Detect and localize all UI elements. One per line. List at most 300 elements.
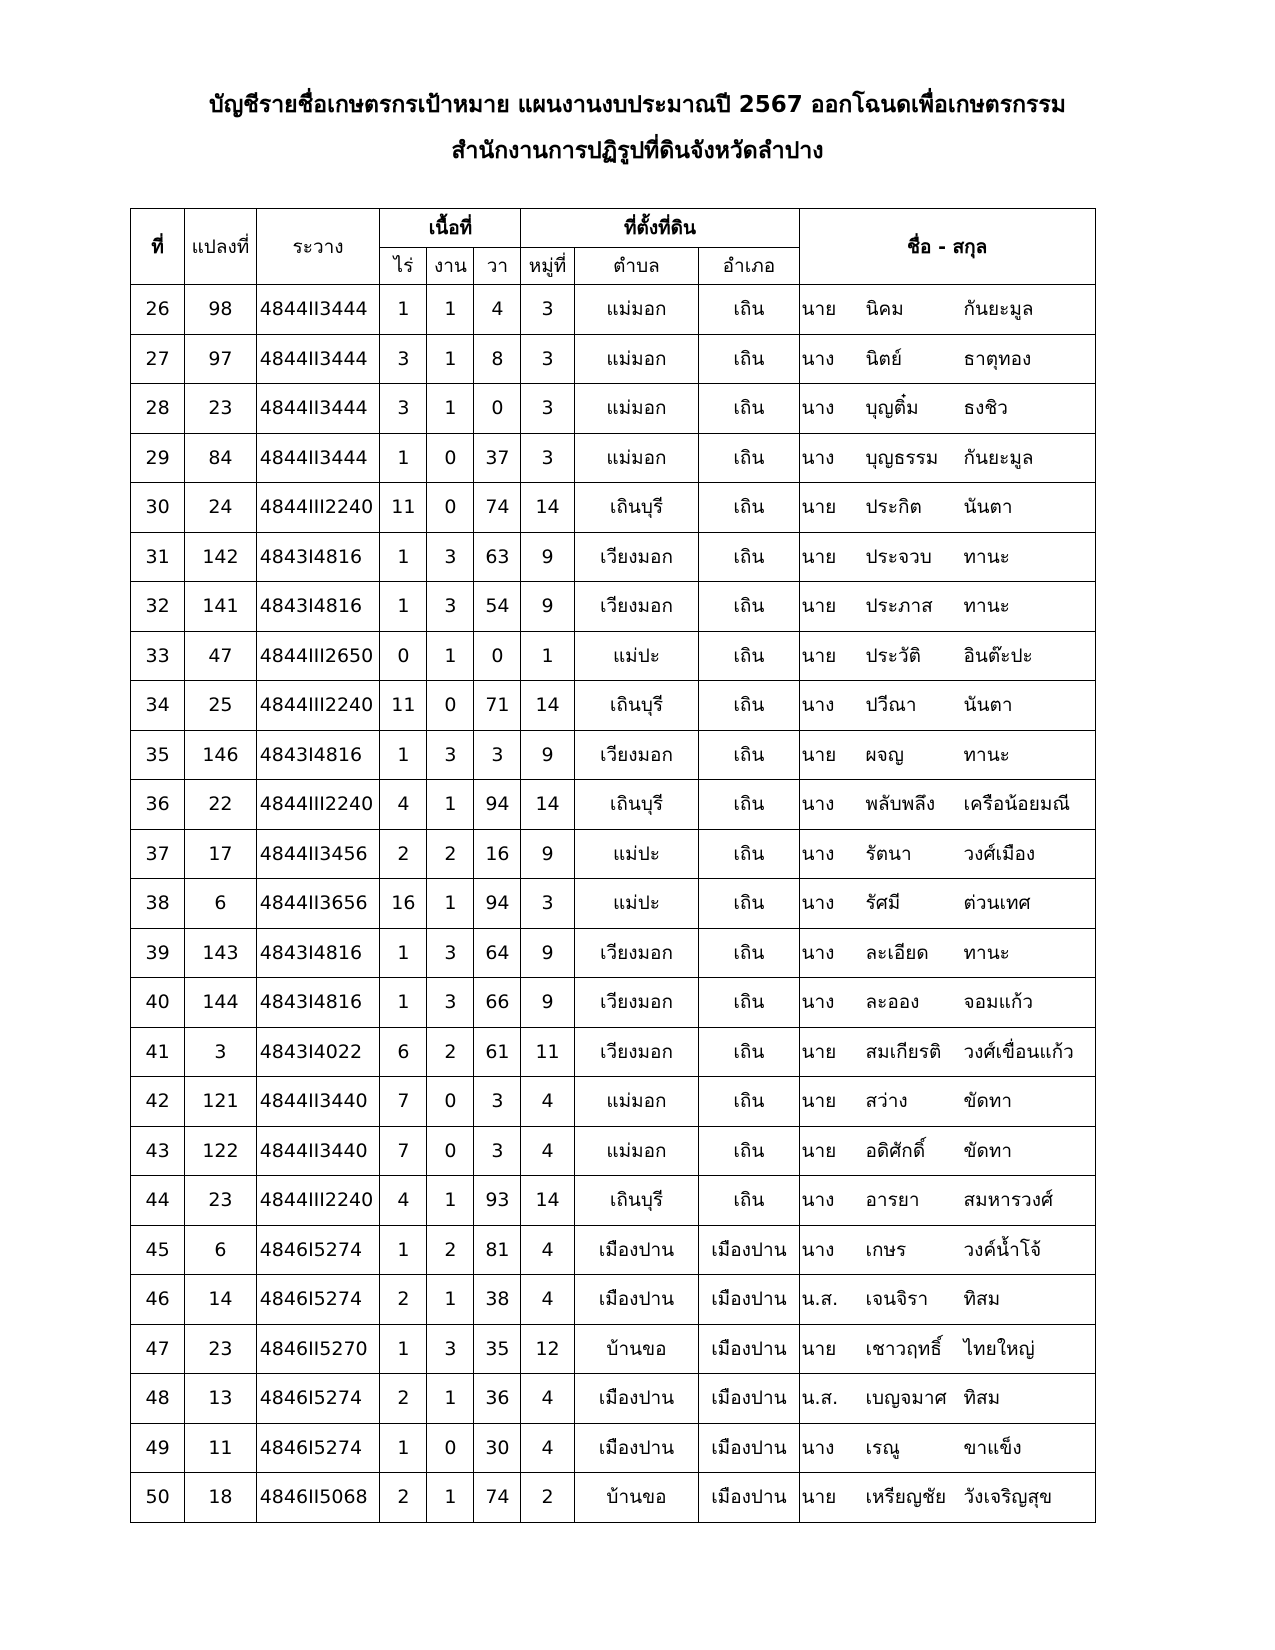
table-row	[131, 1077, 1096, 1127]
cell-no: 40	[131, 978, 185, 1028]
cell-subdistrict: แม่มอก	[574, 384, 699, 434]
cell-subdistrict: แม่มอก	[574, 433, 699, 483]
name-last: ทานะ	[963, 545, 1010, 568]
cell-rai: 1	[380, 1225, 427, 1275]
cell-subdistrict: แม่ปะ	[574, 829, 699, 879]
cell-district: เถิน	[699, 532, 799, 582]
cell-rai: 11	[380, 483, 427, 533]
cell-no: 39	[131, 928, 185, 978]
cell-district: เถิน	[699, 582, 799, 632]
cell-plot: 18	[185, 1473, 257, 1523]
cell-wa: 93	[474, 1176, 521, 1226]
cell-full-name	[799, 582, 1096, 632]
name-first: สว่าง	[865, 1090, 908, 1113]
name-title: นาง	[801, 347, 835, 370]
cell-district: เมืองปาน	[699, 1423, 799, 1473]
cell-village: 4	[521, 1126, 574, 1176]
cell-wa: 8	[474, 334, 521, 384]
cell-no: 29	[131, 433, 185, 483]
cell-rai: 3	[380, 334, 427, 384]
cell-district: เถิน	[699, 285, 799, 335]
cell-plot: 3	[185, 1027, 257, 1077]
cell-grid: 4843I4022	[256, 1027, 380, 1077]
cell-full-name	[799, 532, 1096, 582]
cell-rai: 0	[380, 631, 427, 681]
cell-grid: 4843I4816	[256, 730, 380, 780]
cell-village: 4	[521, 1275, 574, 1325]
cell-wa: 61	[474, 1027, 521, 1077]
cell-rai: 1	[380, 928, 427, 978]
cell-rai: 1	[380, 1423, 427, 1473]
cell-wa: 74	[474, 483, 521, 533]
cell-subdistrict: แม่มอก	[574, 334, 699, 384]
table-row	[131, 1225, 1096, 1275]
table-row	[131, 1374, 1096, 1424]
cell-village: 14	[521, 1176, 574, 1226]
cell-subdistrict: แม่ปะ	[574, 631, 699, 681]
cell-village: 14	[521, 780, 574, 830]
cell-full-name	[799, 334, 1096, 384]
cell-grid: 4844III2240	[256, 780, 380, 830]
name-title: นาย	[801, 1139, 837, 1162]
cell-wa: 3	[474, 730, 521, 780]
name-last: เครือน้อยมณี	[963, 793, 1071, 816]
cell-grid: 4844III2240	[256, 1176, 380, 1226]
name-title: นาย	[801, 1040, 837, 1063]
cell-grid: 4846I5274	[256, 1423, 380, 1473]
cell-subdistrict: เมืองปาน	[574, 1423, 699, 1473]
table-row	[131, 681, 1096, 731]
cell-plot: 144	[185, 978, 257, 1028]
name-title: นาง	[801, 892, 835, 915]
cell-full-name	[799, 1423, 1096, 1473]
cell-village: 4	[521, 1077, 574, 1127]
cell-plot: 23	[185, 1176, 257, 1226]
cell-district: เถิน	[699, 730, 799, 780]
cell-rai: 1	[380, 532, 427, 582]
cell-village: 4	[521, 1423, 574, 1473]
cell-ngan: 0	[427, 681, 474, 731]
cell-full-name	[799, 780, 1096, 830]
cell-district: เถิน	[699, 334, 799, 384]
cell-grid: 4844II3656	[256, 879, 380, 929]
cell-rai: 1	[380, 285, 427, 335]
cell-full-name	[799, 978, 1096, 1028]
name-title: นาย	[801, 1090, 837, 1113]
cell-village: 11	[521, 1027, 574, 1077]
cell-rai: 2	[380, 1374, 427, 1424]
cell-rai: 1	[380, 978, 427, 1028]
cell-wa: 63	[474, 532, 521, 582]
cell-rai: 6	[380, 1027, 427, 1077]
cell-village: 9	[521, 928, 574, 978]
cell-full-name	[799, 483, 1096, 533]
name-last: สมหารวงศ์	[963, 1189, 1054, 1212]
cell-wa: 71	[474, 681, 521, 731]
cell-district: เถิน	[699, 1176, 799, 1226]
cell-grid: 4843I4816	[256, 978, 380, 1028]
cell-subdistrict: แม่มอก	[574, 285, 699, 335]
cell-full-name	[799, 631, 1096, 681]
cell-plot: 17	[185, 829, 257, 879]
cell-grid: 4844II3444	[256, 334, 380, 384]
name-first: ละเอียด	[865, 941, 929, 964]
cell-village: 9	[521, 829, 574, 879]
name-first: ละออง	[865, 991, 920, 1014]
cell-ngan: 1	[427, 631, 474, 681]
table-row	[131, 532, 1096, 582]
name-first: สมเกียรติ	[865, 1040, 942, 1063]
name-title: นาย	[801, 545, 837, 568]
table-row	[131, 582, 1096, 632]
cell-village: 14	[521, 681, 574, 731]
table-row	[131, 433, 1096, 483]
cell-rai: 2	[380, 1275, 427, 1325]
cell-grid: 4844II3444	[256, 285, 380, 335]
cell-rai: 16	[380, 879, 427, 929]
cell-wa: 16	[474, 829, 521, 879]
name-last: ทานะ	[963, 743, 1010, 766]
header-plot: แปลงที่	[185, 209, 257, 285]
cell-full-name	[799, 1473, 1096, 1523]
cell-rai: 4	[380, 780, 427, 830]
name-last: ต่วนเทศ	[963, 892, 1031, 915]
name-first: ประวัติ	[865, 644, 921, 667]
cell-plot: 84	[185, 433, 257, 483]
cell-grid: 4843I4816	[256, 582, 380, 632]
table-row	[131, 928, 1096, 978]
cell-plot: 13	[185, 1374, 257, 1424]
name-title: นาง	[801, 397, 835, 420]
cell-village: 9	[521, 532, 574, 582]
cell-rai: 7	[380, 1126, 427, 1176]
cell-wa: 94	[474, 780, 521, 830]
cell-subdistrict: แม่มอก	[574, 1126, 699, 1176]
name-title: นาง	[801, 1238, 835, 1261]
cell-wa: 3	[474, 1126, 521, 1176]
cell-wa: 38	[474, 1275, 521, 1325]
cell-full-name	[799, 1027, 1096, 1077]
cell-wa: 94	[474, 879, 521, 929]
cell-wa: 37	[474, 433, 521, 483]
cell-plot: 47	[185, 631, 257, 681]
name-title: นาย	[801, 1486, 837, 1509]
cell-full-name	[799, 1176, 1096, 1226]
name-last: ทานะ	[963, 941, 1010, 964]
cell-village: 14	[521, 483, 574, 533]
cell-plot: 98	[185, 285, 257, 335]
cell-plot: 14	[185, 1275, 257, 1325]
name-last: ธาตุทอง	[963, 347, 1032, 370]
cell-ngan: 2	[427, 1225, 474, 1275]
cell-district: เถิน	[699, 631, 799, 681]
name-title: นาง	[801, 842, 835, 865]
cell-grid: 4846II5270	[256, 1324, 380, 1374]
cell-subdistrict: เถินบุรี	[574, 1176, 699, 1226]
table-row	[131, 829, 1096, 879]
table-row	[131, 384, 1096, 434]
name-last: ไทยใหญ่	[963, 1337, 1035, 1360]
name-last: ขัดทา	[963, 1090, 1013, 1113]
cell-no: 43	[131, 1126, 185, 1176]
cell-district: เถิน	[699, 1126, 799, 1176]
header-district: อำเภอ	[699, 248, 799, 285]
cell-rai: 2	[380, 1473, 427, 1523]
cell-no: 28	[131, 384, 185, 434]
cell-rai: 1	[380, 582, 427, 632]
cell-ngan: 1	[427, 1275, 474, 1325]
cell-district: เถิน	[699, 780, 799, 830]
cell-ngan: 1	[427, 1473, 474, 1523]
name-title: น.ส.	[801, 1288, 839, 1311]
name-last: วงศ์เขื่อนแก้ว	[963, 1040, 1074, 1063]
cell-ngan: 3	[427, 532, 474, 582]
cell-wa: 4	[474, 285, 521, 335]
cell-full-name	[799, 1077, 1096, 1127]
cell-ngan: 1	[427, 285, 474, 335]
cell-grid: 4844III2240	[256, 483, 380, 533]
name-title: นาย	[801, 496, 837, 519]
name-first: เหรียญชัย	[865, 1486, 947, 1509]
cell-wa: 54	[474, 582, 521, 632]
cell-rai: 4	[380, 1176, 427, 1226]
cell-ngan: 0	[427, 1423, 474, 1473]
cell-ngan: 3	[427, 730, 474, 780]
name-title: น.ส.	[801, 1387, 839, 1410]
cell-village: 4	[521, 1374, 574, 1424]
table-row	[131, 1275, 1096, 1325]
cell-plot: 6	[185, 879, 257, 929]
cell-ngan: 1	[427, 879, 474, 929]
cell-village: 12	[521, 1324, 574, 1374]
farmer-list-table	[130, 208, 1096, 1523]
cell-wa: 35	[474, 1324, 521, 1374]
cell-ngan: 3	[427, 582, 474, 632]
name-last: กันยะมูล	[963, 446, 1034, 469]
cell-ngan: 0	[427, 433, 474, 483]
cell-plot: 25	[185, 681, 257, 731]
cell-full-name	[799, 433, 1096, 483]
cell-no: 34	[131, 681, 185, 731]
cell-village: 3	[521, 334, 574, 384]
cell-no: 26	[131, 285, 185, 335]
name-last: ขัดทา	[963, 1139, 1013, 1162]
cell-ngan: 3	[427, 928, 474, 978]
cell-subdistrict: เมืองปาน	[574, 1225, 699, 1275]
name-title: นาย	[801, 595, 837, 618]
table-row	[131, 631, 1096, 681]
cell-no: 32	[131, 582, 185, 632]
table-row	[131, 978, 1096, 1028]
cell-district: เถิน	[699, 1077, 799, 1127]
name-first: ประกิต	[865, 496, 922, 519]
cell-rai: 2	[380, 829, 427, 879]
cell-ngan: 0	[427, 1077, 474, 1127]
table-row	[131, 1473, 1096, 1523]
cell-ngan: 2	[427, 1027, 474, 1077]
cell-district: เถิน	[699, 928, 799, 978]
title-line-2: สำนักงานการปฏิรูปที่ดินจังหวัดลำปาง	[451, 138, 824, 164]
cell-no: 38	[131, 879, 185, 929]
name-last: ขาแข็ง	[963, 1436, 1022, 1459]
cell-district: เถิน	[699, 1027, 799, 1077]
table-row	[131, 730, 1096, 780]
cell-district: เมืองปาน	[699, 1374, 799, 1424]
name-first: บุญธรรม	[865, 446, 939, 469]
cell-district: เถิน	[699, 384, 799, 434]
cell-ngan: 0	[427, 1126, 474, 1176]
cell-no: 35	[131, 730, 185, 780]
cell-village: 3	[521, 384, 574, 434]
cell-plot: 11	[185, 1423, 257, 1473]
cell-plot: 22	[185, 780, 257, 830]
table-row	[131, 1027, 1096, 1077]
cell-district: เถิน	[699, 483, 799, 533]
cell-full-name	[799, 1275, 1096, 1325]
cell-ngan: 2	[427, 829, 474, 879]
cell-rai: 1	[380, 433, 427, 483]
cell-rai: 7	[380, 1077, 427, 1127]
name-last: กันยะมูล	[963, 298, 1034, 321]
name-first: บุญติ๋ม	[865, 397, 919, 420]
cell-subdistrict: เมืองปาน	[574, 1275, 699, 1325]
cell-wa: 66	[474, 978, 521, 1028]
cell-village: 9	[521, 730, 574, 780]
cell-grid: 4843I4816	[256, 532, 380, 582]
name-title: นาง	[801, 941, 835, 964]
cell-plot: 23	[185, 384, 257, 434]
cell-district: เมืองปาน	[699, 1225, 799, 1275]
cell-village: 1	[521, 631, 574, 681]
name-first: นิตย์	[865, 347, 902, 370]
cell-subdistrict: เถินบุรี	[574, 483, 699, 533]
cell-grid: 4844II3444	[256, 433, 380, 483]
name-last: ทานะ	[963, 595, 1010, 618]
table-row	[131, 1423, 1096, 1473]
table-body	[131, 285, 1096, 1523]
cell-no: 42	[131, 1077, 185, 1127]
cell-district: เมืองปาน	[699, 1473, 799, 1523]
name-title: นาย	[801, 644, 837, 667]
header-wa: วา	[474, 248, 521, 285]
cell-no: 41	[131, 1027, 185, 1077]
header-ngan: งาน	[427, 248, 474, 285]
cell-ngan: 1	[427, 1374, 474, 1424]
cell-subdistrict: บ้านขอ	[574, 1324, 699, 1374]
name-first: รัศมี	[865, 892, 901, 915]
cell-plot: 141	[185, 582, 257, 632]
name-title: นาง	[801, 694, 835, 717]
name-last: อินต๊ะปะ	[963, 644, 1033, 667]
cell-full-name	[799, 829, 1096, 879]
table-row	[131, 879, 1096, 929]
cell-district: เถิน	[699, 978, 799, 1028]
cell-subdistrict: เวียงมอก	[574, 978, 699, 1028]
cell-district: เถิน	[699, 433, 799, 483]
name-first: อารยา	[865, 1189, 920, 1212]
title-line-1: บัญชีรายชื่อเกษตรกรเป้าหมาย แผนงานงบประมาณปี 2567 ออกโฉนดเพื่อเกษตรกรรม	[209, 92, 1066, 118]
name-title: นาง	[801, 793, 835, 816]
name-first: พลับพลึง	[865, 793, 936, 816]
cell-grid: 4844III2650	[256, 631, 380, 681]
cell-no: 31	[131, 532, 185, 582]
name-first: เกษร	[865, 1238, 907, 1261]
table-row	[131, 1324, 1096, 1374]
cell-village: 2	[521, 1473, 574, 1523]
cell-district: เถิน	[699, 681, 799, 731]
cell-rai: 3	[380, 384, 427, 434]
cell-subdistrict: เวียงมอก	[574, 582, 699, 632]
cell-subdistrict: เถินบุรี	[574, 780, 699, 830]
cell-no: 30	[131, 483, 185, 533]
cell-wa: 36	[474, 1374, 521, 1424]
name-first: ประภาส	[865, 595, 933, 618]
cell-district: เถิน	[699, 879, 799, 929]
cell-full-name	[799, 1324, 1096, 1374]
cell-plot: 6	[185, 1225, 257, 1275]
cell-village: 9	[521, 582, 574, 632]
header-name: ชื่อ - สกุล	[799, 209, 1096, 285]
cell-village: 9	[521, 978, 574, 1028]
header-rai: ไร่	[380, 248, 427, 285]
name-title: นาย	[801, 1337, 837, 1360]
cell-grid: 4844III2240	[256, 681, 380, 731]
cell-no: 50	[131, 1473, 185, 1523]
cell-subdistrict: บ้านขอ	[574, 1473, 699, 1523]
cell-district: เถิน	[699, 829, 799, 879]
cell-full-name	[799, 285, 1096, 335]
cell-grid: 4844II3440	[256, 1077, 380, 1127]
table-row	[131, 1126, 1096, 1176]
cell-full-name	[799, 1126, 1096, 1176]
name-title: นาง	[801, 991, 835, 1014]
name-last: วังเจริญสุข	[963, 1486, 1053, 1509]
name-first: เจนจิรา	[865, 1288, 929, 1311]
cell-wa: 64	[474, 928, 521, 978]
cell-plot: 122	[185, 1126, 257, 1176]
cell-plot: 97	[185, 334, 257, 384]
name-title: นาง	[801, 1189, 835, 1212]
cell-rai: 1	[380, 1324, 427, 1374]
table-row	[131, 1176, 1096, 1226]
cell-no: 36	[131, 780, 185, 830]
cell-ngan: 1	[427, 1176, 474, 1226]
name-last: นันตา	[963, 496, 1013, 519]
header-subdistrict: ตำบล	[574, 248, 699, 285]
cell-grid: 4844II3456	[256, 829, 380, 879]
header-no: ที่	[131, 209, 185, 285]
cell-subdistrict: เวียงมอก	[574, 730, 699, 780]
cell-full-name	[799, 1225, 1096, 1275]
name-first: เชาวฤทธิ์	[865, 1337, 942, 1360]
table-row	[131, 334, 1096, 384]
name-title: นาง	[801, 446, 835, 469]
cell-full-name	[799, 730, 1096, 780]
cell-ngan: 3	[427, 978, 474, 1028]
name-last: จอมแก้ว	[963, 991, 1033, 1014]
cell-ngan: 1	[427, 334, 474, 384]
name-last: ทิสม	[963, 1387, 1001, 1410]
cell-wa: 0	[474, 384, 521, 434]
cell-plot: 121	[185, 1077, 257, 1127]
cell-plot: 143	[185, 928, 257, 978]
cell-no: 49	[131, 1423, 185, 1473]
header-area: เนื้อที่	[380, 209, 521, 248]
cell-ngan: 1	[427, 780, 474, 830]
header-village: หมู่ที่	[521, 248, 574, 285]
cell-rai: 1	[380, 730, 427, 780]
cell-grid: 4846II5068	[256, 1473, 380, 1523]
